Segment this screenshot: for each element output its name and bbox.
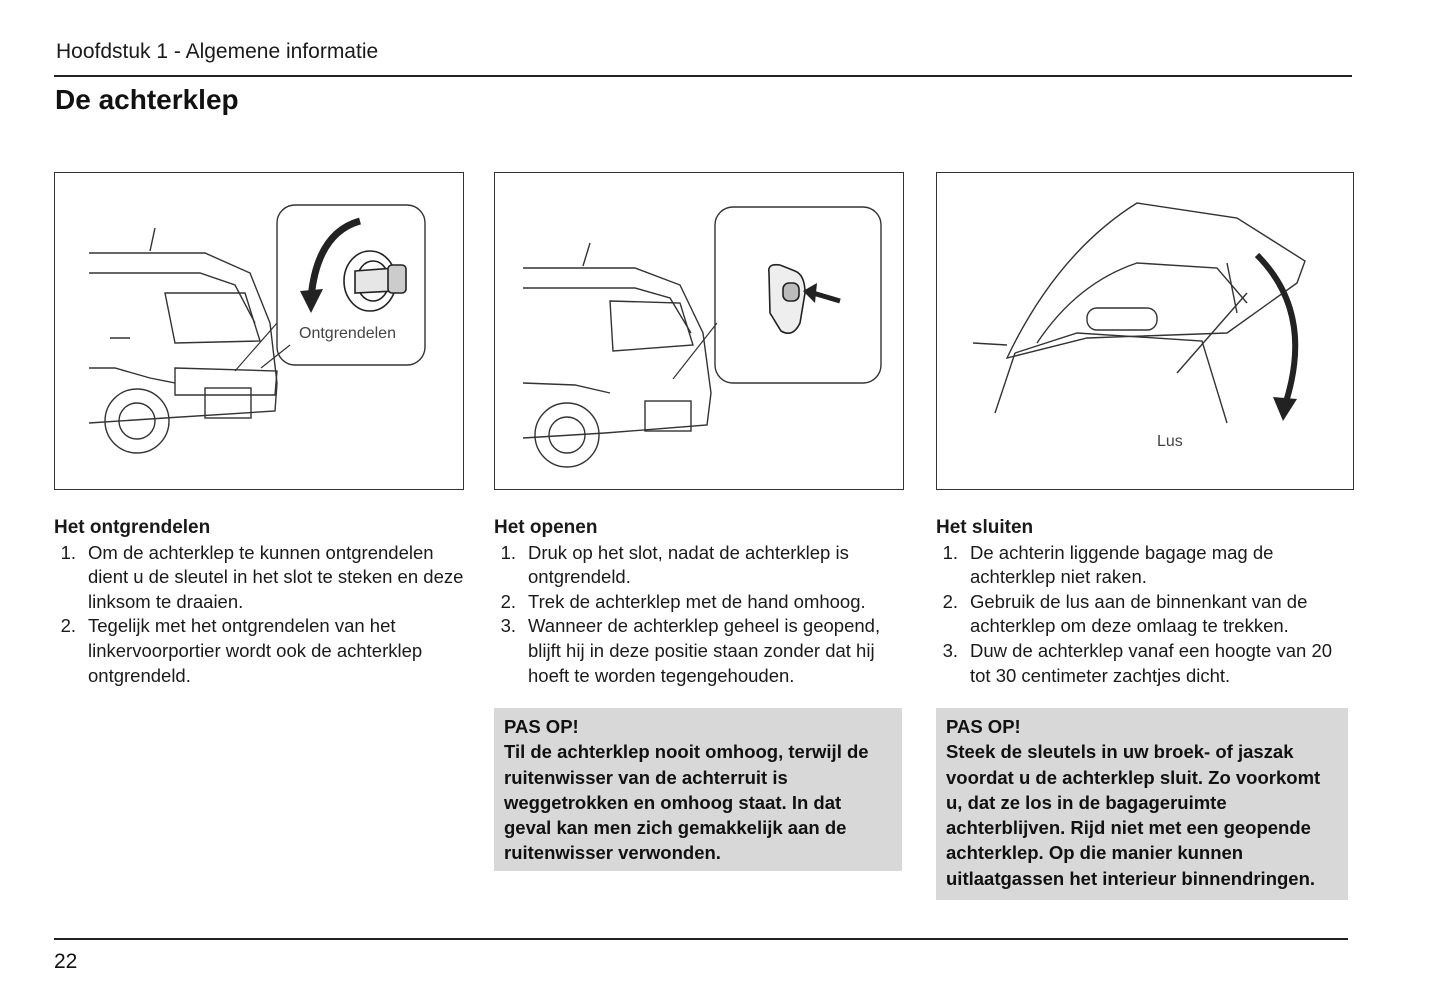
- warning-text: Til de achterklep nooit omhoog, terwijl de ruitenwisser van de achterruit is weggetrokken en omhoog staat. In dat geval kan men zich gemakkelijk aan de ruitenwisser verwonden.: [504, 741, 869, 864]
- list-number: 2.: [942, 590, 958, 612]
- instruction-list: [54, 541, 464, 689]
- list-number: 1.: [942, 541, 958, 563]
- section-heading: Het ontgrendelen: [54, 517, 211, 538]
- section-heading: Het sluiten: [936, 517, 1034, 538]
- warning-title: PAS OP!: [946, 716, 1021, 737]
- warning-box-closing: [936, 708, 1348, 900]
- warning-text: Steek de sleutels in uw broek- of jaszak voordat u de achterklep sluit. Zo voorkomt u, dat ze los in de bagageruimte achterblijven. Rijd niet met een geopende achterklep. Op die manier kunnen uitlaatgassen het interieur binnendringen.: [946, 741, 1321, 889]
- list-item: [54, 541, 464, 615]
- instruction-list: [936, 541, 1346, 689]
- list-text: De achterin liggende bagage mag de achterklep niet raken.: [970, 541, 1274, 588]
- footer-divider: [54, 938, 1348, 940]
- list-item: [54, 614, 464, 688]
- car-rear-key-illustration: [55, 173, 463, 489]
- open-tailgate-illustration: [937, 173, 1353, 489]
- list-text: Om de achterklep te kunnen ontgrendelen dient u de sleutel in het slot te steken en deze linksom te draaien.: [88, 541, 464, 612]
- list-item: [936, 639, 1346, 688]
- list-number: 3.: [500, 615, 516, 637]
- warning-box-opening: [494, 708, 902, 871]
- section-unlocking: [54, 516, 464, 688]
- section-closing: [936, 516, 1346, 688]
- chapter-header: Hoofdstuk 1 - Algemene informatie: [56, 40, 379, 63]
- figure-opening: [494, 172, 904, 490]
- figure-unlocking: [54, 172, 464, 490]
- list-item: [494, 590, 904, 615]
- list-number: 1.: [60, 541, 76, 563]
- figure-label-lus: Lus: [1157, 433, 1183, 450]
- page-number: 22: [54, 950, 78, 973]
- list-number: 1.: [500, 541, 516, 563]
- list-text: Druk op het slot, nadat de achterklep is ontgrendeld.: [528, 541, 849, 588]
- list-item: [494, 541, 904, 590]
- list-item: [936, 541, 1346, 590]
- list-text: Trek de achterklep met de hand omhoog.: [528, 590, 866, 612]
- list-text: Duw de achterklep vanaf een hoogte van 20 tot 30 centimeter zachtjes dicht.: [970, 639, 1333, 686]
- list-text: Tegelijk met het ontgrendelen van het linkervoorportier wordt ook de achterklep ontgrendeld.: [88, 615, 423, 686]
- section-heading: Het openen: [494, 517, 598, 538]
- car-rear-button-illustration: [495, 173, 903, 489]
- figure-closing: [936, 172, 1354, 490]
- list-text: Gebruik de lus aan de binnenkant van de achterklep om deze omlaag te trekken.: [970, 590, 1308, 637]
- warning-title: PAS OP!: [504, 716, 579, 737]
- list-text: Wanneer de achterklep geheel is geopend, blijft hij in deze positie staan zonder dat hij hoeft te worden tegengehouden.: [528, 615, 881, 686]
- list-number: 3.: [942, 639, 958, 661]
- list-number: 2.: [500, 590, 516, 612]
- instruction-list: [494, 541, 904, 689]
- list-item: [936, 590, 1346, 639]
- page-title: De achterklep: [55, 84, 239, 115]
- list-number: 2.: [60, 615, 76, 637]
- list-item: [494, 614, 904, 688]
- header-divider: [54, 75, 1352, 77]
- figure-label-ontgrendelen: Ontgrendelen: [299, 325, 396, 342]
- section-opening: [494, 516, 904, 688]
